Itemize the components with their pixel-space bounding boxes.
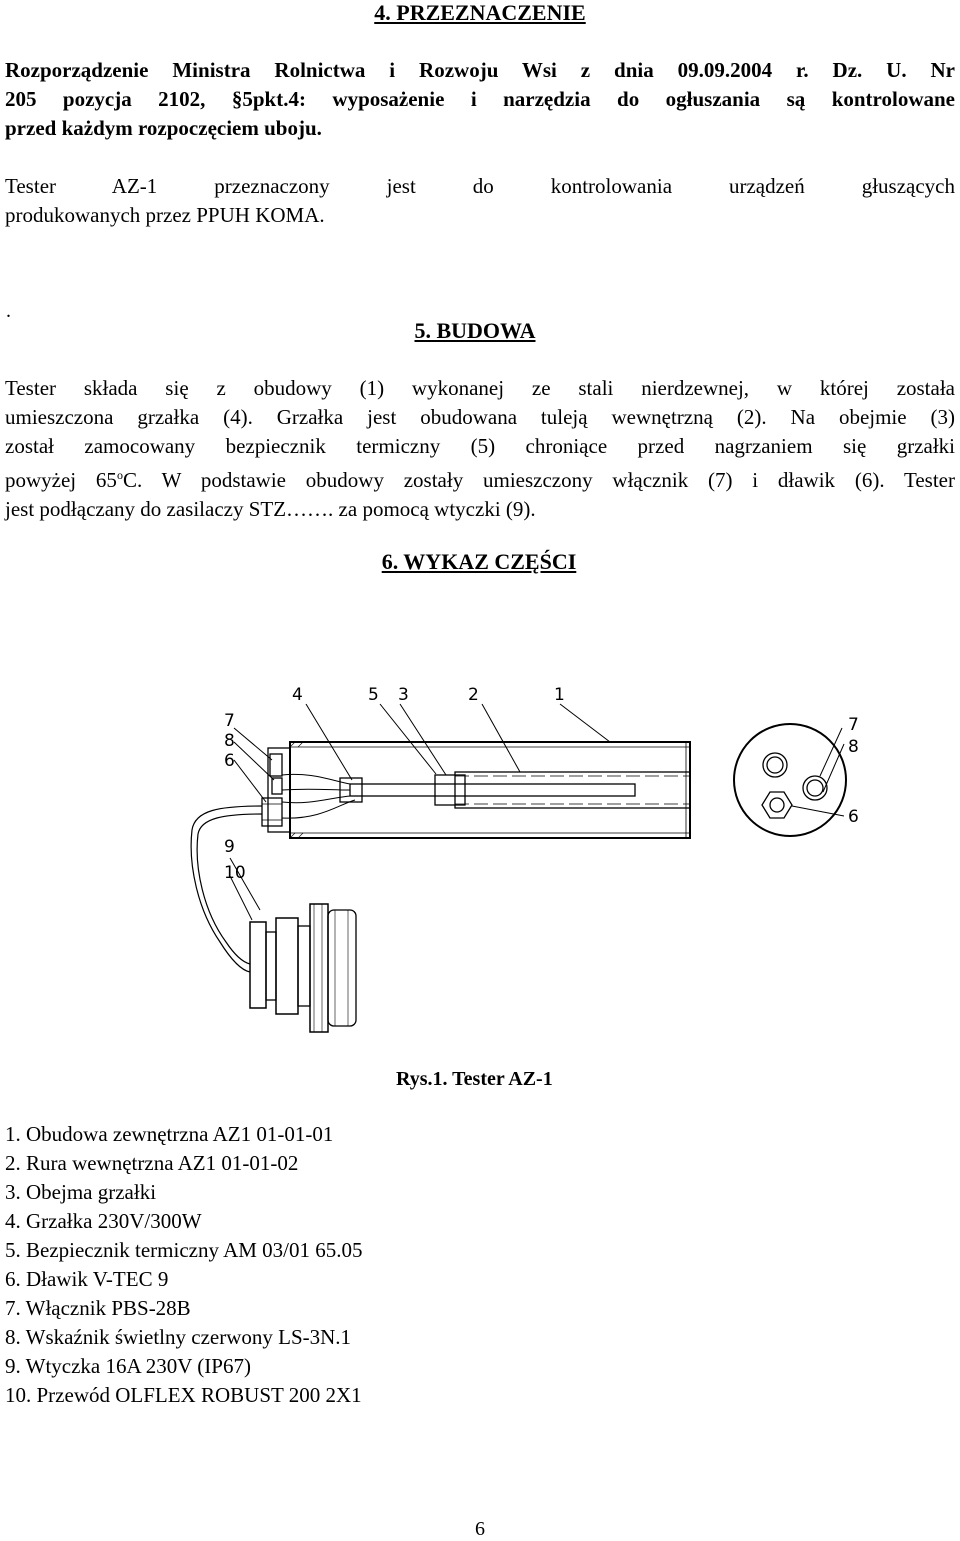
temperature-text: powyżej 65 [5,468,117,492]
tester-purpose-line: produkowanych przez PPUH KOMA. [5,203,325,227]
gland-body [262,798,282,826]
regulation-paragraph [5,56,955,143]
callout-5: 5 [368,685,379,705]
cable [191,806,262,972]
parts-list-item: 8. Wskaźnik świetlny czerwony LS-3N.1 [5,1325,352,1349]
construction-line-rest: C. W podstawie obudowy zostały umieszczony włącznik (7) i dławik (6). Tester [122,468,955,492]
callout-1: 1 [554,685,565,705]
parts-list [5,1120,363,1410]
inner-tube [455,772,690,808]
tester-drawing [190,680,880,1040]
parts-list-item: 5. Bezpiecznik termiczny AM 03/01 65.05 [5,1238,363,1262]
figure-caption: Rys.1. Tester AZ-1 [396,1068,553,1090]
parts-list-item: 4. Grzałka 230V/300W [5,1209,202,1233]
section-4-heading: 4. PRZEZNACZENIE [374,0,586,25]
degree-mark: o [116,468,123,482]
construction-line: jest podłączany do zasilaczy STZ……. za pomocą wtyczki (9). [5,497,536,521]
callout-6-right: 6 [848,807,859,827]
construction-line: został zamocowany bezpiecznik termiczny (5) chroniące przed nagrzaniem się grzałki [5,434,955,458]
regulation-line: Rozporządzenie Ministra Rolnictwa i Rozwoju Wsi z dnia 09.09.2004 r. Dz. U. Nr [5,58,955,82]
parts-list-item: 9. Wtyczka 16A 230V (IP67) [5,1354,251,1378]
switch-body [270,754,282,776]
end-view [734,724,846,836]
page-number: 6 [475,1518,485,1540]
callout-8-right: 8 [848,737,859,757]
callout-10: 10 [224,863,246,883]
construction-line: Tester składa się z obudowy (1) wykonanej ze stali nierdzewnej, w której została [5,376,955,400]
callout-4: 4 [292,685,303,705]
section-5-heading: 5. BUDOWA [414,318,536,343]
parts-list-item: 3. Obejma grzałki [5,1180,157,1204]
tester-purpose-paragraph [5,172,955,230]
callout-7-right: 7 [848,715,859,735]
housing-hatch [290,742,303,838]
parts-list-item: 2. Rura wewnętrzna AZ1 01-01-02 [5,1151,299,1175]
parts-list-item: 6. Dławik V-TEC 9 [5,1267,169,1291]
callout-8-left: 8 [224,731,235,751]
callout-6-left: 6 [224,751,235,771]
heater-clamp [435,775,465,805]
callout-9: 9 [224,837,235,857]
section-6-heading: 6. WYKAZ CZĘŚCI [381,549,577,574]
tester-purpose-line: Tester AZ-1 przeznaczony jest do kontrolowania urządzeń głuszących [5,174,955,198]
callout-7-left: 7 [224,711,235,731]
callout-3: 3 [398,685,409,705]
regulation-line: 205 pozycja 2102, §5pkt.4: wyposażenie i narzędzia do ogłuszania są kontrolowane [5,87,955,111]
heater [350,784,635,796]
parts-list-item: 1. Obudowa zewnętrzna AZ1 01-01-01 [5,1122,334,1146]
stray-mark: . [6,300,11,322]
leader-lines [230,704,844,920]
callout-2: 2 [468,685,479,705]
plug [250,904,356,1032]
parts-list-item: 10. Przewód OLFLEX ROBUST 200 2X1 [5,1383,362,1407]
internal-wires [282,774,355,818]
construction-paragraph [5,374,955,524]
construction-line [5,461,955,495]
indicator-body [272,778,282,794]
construction-line: umieszczona grzałka (4). Grzałka jest obudowana tuleją wewnętrzną (2). Na obejmie (3) [5,405,955,429]
parts-list-item: 7. Włącznik PBS-28B [5,1296,191,1320]
regulation-line: przed każdym rozpoczęciem uboju. [5,116,322,140]
